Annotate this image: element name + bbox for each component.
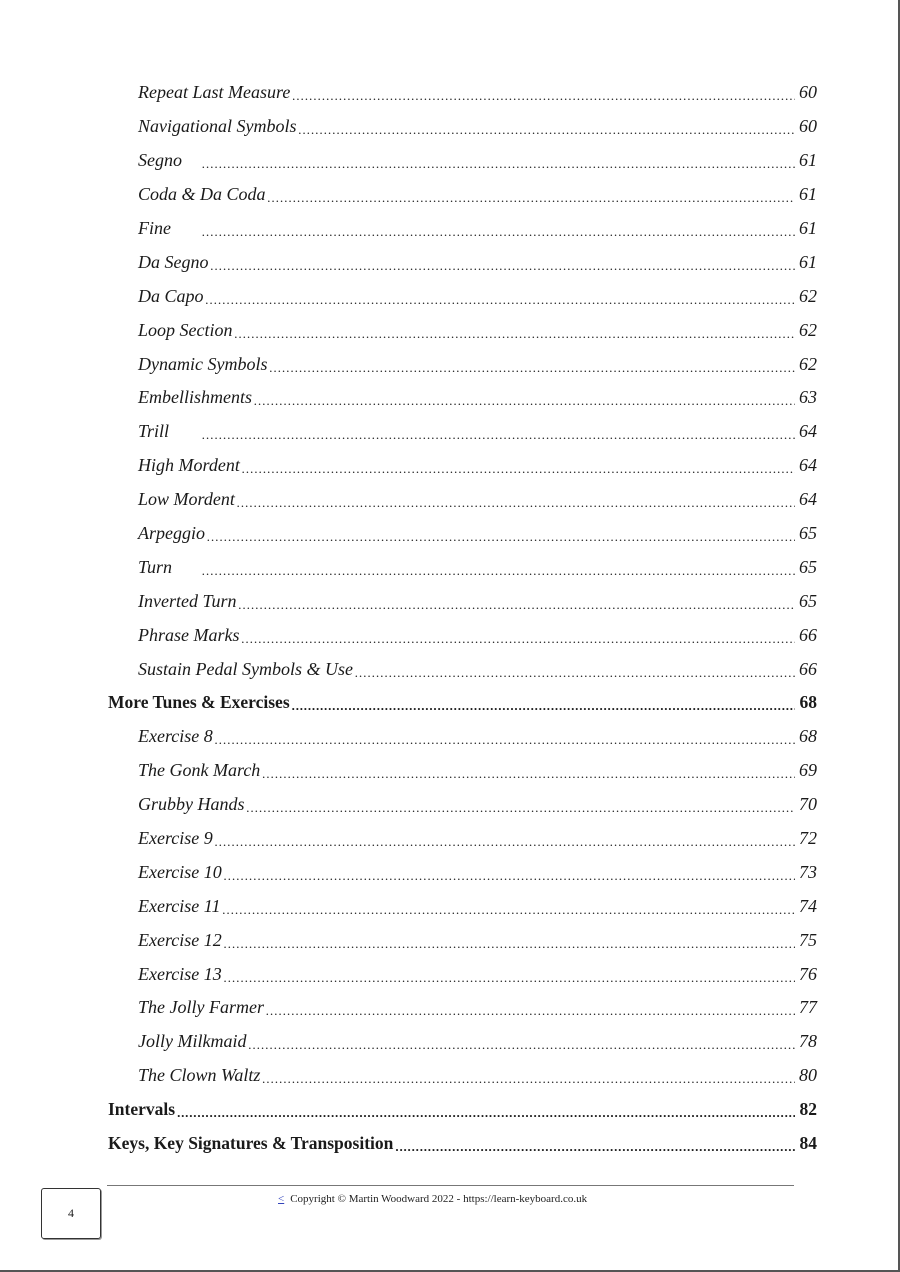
toc-entry-title: The Jolly Farmer bbox=[138, 997, 264, 1018]
dot-leader bbox=[355, 661, 795, 682]
dot-leader bbox=[215, 728, 795, 749]
toc-entry-title: Exercise 9 bbox=[138, 828, 213, 849]
toc-section-entry[interactable] bbox=[0, 1093, 817, 1127]
toc-page-number: 70 bbox=[799, 794, 817, 815]
toc-entry-title: Exercise 13 bbox=[138, 963, 222, 984]
toc-subentry[interactable] bbox=[0, 517, 817, 551]
toc-subentry[interactable] bbox=[0, 822, 817, 856]
dot-leader bbox=[207, 525, 795, 546]
toc-subentry[interactable] bbox=[0, 855, 817, 889]
dot-leader bbox=[299, 118, 796, 139]
toc-subentry[interactable] bbox=[0, 957, 817, 991]
page-number: 4 bbox=[68, 1206, 74, 1220]
dot-leader bbox=[242, 627, 796, 648]
toc-page-number: 66 bbox=[799, 624, 817, 645]
toc-entry-title: Grubby Hands bbox=[138, 794, 245, 815]
toc-page-number: 75 bbox=[799, 929, 817, 950]
toc-page-number: 68 bbox=[799, 726, 817, 747]
toc-entry-title: Exercise 12 bbox=[138, 929, 222, 950]
toc-subentry[interactable] bbox=[0, 279, 817, 313]
toc-subentry[interactable] bbox=[0, 584, 817, 618]
toc-subentry[interactable] bbox=[0, 1025, 817, 1059]
toc-entry-title: More Tunes & Exercises bbox=[108, 692, 290, 713]
toc-entry-title: Repeat Last Measure bbox=[138, 82, 291, 103]
dot-leader bbox=[202, 559, 795, 580]
toc-page-number: 66 bbox=[799, 658, 817, 679]
toc-entry-title: High Mordent bbox=[138, 455, 240, 476]
toc-page-number: 76 bbox=[799, 963, 817, 984]
dot-leader bbox=[224, 864, 795, 885]
toc-entry-title: Turn bbox=[138, 556, 173, 577]
toc-entry-title: Phrase Marks bbox=[138, 624, 240, 645]
toc-subentry[interactable] bbox=[0, 618, 817, 652]
toc-subentry[interactable] bbox=[0, 347, 817, 381]
toc-subentry[interactable] bbox=[0, 652, 817, 686]
toc-subentry[interactable] bbox=[0, 212, 817, 246]
toc-page-number: 64 bbox=[799, 455, 817, 476]
toc-entry-title: Arpeggio bbox=[138, 523, 205, 544]
toc-subentry[interactable] bbox=[0, 483, 817, 517]
toc-subentry[interactable] bbox=[0, 381, 817, 415]
toc-entry-title: Coda & Da Coda bbox=[138, 184, 266, 205]
toc-subentry[interactable] bbox=[0, 889, 817, 923]
toc-page-number: 84 bbox=[799, 1133, 817, 1154]
toc-entry-title: Keys, Key Signatures & Transposition bbox=[108, 1133, 394, 1154]
toc-subentry[interactable] bbox=[0, 110, 817, 144]
toc-page-number: 60 bbox=[799, 116, 817, 137]
toc-page-number: 60 bbox=[799, 82, 817, 103]
dot-leader bbox=[202, 220, 795, 241]
toc-subentry[interactable] bbox=[0, 550, 817, 584]
toc-page-number: 61 bbox=[799, 150, 817, 171]
dot-leader bbox=[202, 152, 795, 173]
toc-subentry[interactable] bbox=[0, 991, 817, 1025]
dot-leader bbox=[202, 423, 795, 444]
dot-leader bbox=[262, 1067, 795, 1088]
back-link[interactable]: < bbox=[278, 1193, 285, 1205]
toc-page-number: 61 bbox=[799, 184, 817, 205]
toc-entry-title: The Gonk March bbox=[138, 760, 261, 781]
toc-entry-title: Inverted Turn bbox=[138, 590, 237, 611]
toc-page-number: 61 bbox=[799, 218, 817, 238]
dot-leader bbox=[211, 254, 796, 275]
page-number-box bbox=[41, 1188, 101, 1239]
toc-page-number: 62 bbox=[799, 319, 817, 340]
toc-entry-title: Navigational Symbols bbox=[138, 116, 297, 137]
dot-leader bbox=[292, 84, 795, 105]
dot-leader bbox=[248, 1033, 795, 1054]
footer-copyright bbox=[278, 1193, 587, 1205]
toc-subentry[interactable] bbox=[0, 788, 817, 822]
dot-leader bbox=[206, 288, 795, 309]
dot-leader bbox=[292, 694, 795, 715]
toc-page-number: 72 bbox=[799, 828, 817, 849]
toc-subentry[interactable] bbox=[0, 415, 817, 449]
toc-page-number: 73 bbox=[799, 861, 817, 882]
toc-page-number: 77 bbox=[799, 997, 817, 1018]
toc-subentry[interactable] bbox=[0, 76, 817, 110]
toc-section-entry[interactable] bbox=[0, 1127, 817, 1161]
toc-entry-title: Trill bbox=[138, 421, 170, 442]
toc-entry-title: Jolly Milkmaid bbox=[138, 1031, 247, 1052]
toc-page-number: 82 bbox=[799, 1099, 817, 1120]
toc-page-number: 65 bbox=[799, 590, 817, 611]
dot-leader bbox=[224, 932, 795, 953]
toc-subentry[interactable] bbox=[0, 754, 817, 788]
toc-subentry[interactable] bbox=[0, 923, 817, 957]
toc-page-number: 74 bbox=[799, 895, 817, 916]
dot-leader bbox=[247, 796, 796, 817]
toc-entry-title: Exercise 10 bbox=[138, 861, 222, 882]
copyright-text: Copyright © Martin Woodward 2022 - https://learn-keyboard.co.uk bbox=[290, 1193, 588, 1205]
toc-subentry[interactable] bbox=[0, 178, 817, 212]
dot-leader bbox=[269, 356, 795, 377]
toc-page-number: 80 bbox=[799, 1065, 817, 1086]
toc-subentry[interactable] bbox=[0, 245, 817, 279]
toc-subentry[interactable] bbox=[0, 720, 817, 754]
toc-section-entry[interactable] bbox=[0, 686, 817, 720]
toc-page-number: 69 bbox=[799, 760, 817, 781]
toc-entry-title: Segno bbox=[138, 150, 182, 171]
toc-entry-title: Sustain Pedal Symbols & Use bbox=[138, 658, 353, 679]
toc-page-number: 62 bbox=[799, 353, 817, 374]
dot-leader bbox=[237, 491, 795, 512]
toc-page-number: 65 bbox=[799, 556, 817, 577]
table-of-contents bbox=[0, 76, 900, 1161]
toc-subentry[interactable] bbox=[0, 144, 817, 178]
toc-page-number: 63 bbox=[799, 387, 817, 408]
toc-entry-title: Embellishments bbox=[138, 387, 252, 408]
toc-subentry[interactable] bbox=[0, 313, 817, 347]
toc-entry-title: Dynamic Symbols bbox=[138, 353, 268, 374]
toc-subentry[interactable] bbox=[0, 1059, 817, 1093]
toc-entry-title: Loop Section bbox=[138, 319, 233, 340]
toc-entry-title: Fine bbox=[138, 218, 171, 238]
dot-leader bbox=[222, 898, 795, 919]
toc-entry-title: Exercise 11 bbox=[138, 895, 221, 916]
toc-entry-title: The Clown Waltz bbox=[138, 1065, 261, 1086]
toc-page-number: 65 bbox=[799, 523, 817, 544]
toc-page-number: 62 bbox=[799, 285, 817, 306]
toc-entry-title: Da Segno bbox=[138, 251, 209, 272]
toc-page-number: 64 bbox=[799, 421, 817, 442]
dot-leader bbox=[266, 999, 795, 1020]
dot-leader bbox=[395, 1135, 795, 1156]
dot-leader bbox=[235, 322, 796, 343]
toc-entry-title: Da Capo bbox=[138, 285, 204, 306]
dot-leader bbox=[215, 830, 795, 851]
toc-page-number: 68 bbox=[799, 692, 817, 713]
footer-divider bbox=[107, 1185, 794, 1186]
toc-page-number: 61 bbox=[799, 251, 817, 272]
toc-subentry[interactable] bbox=[0, 449, 817, 483]
toc-page-number: 78 bbox=[799, 1031, 817, 1052]
toc-page-number: 64 bbox=[799, 489, 817, 510]
toc-entry-title: Low Mordent bbox=[138, 489, 235, 510]
dot-leader bbox=[268, 186, 795, 207]
dot-leader bbox=[177, 1101, 795, 1122]
dot-leader bbox=[242, 457, 795, 478]
toc-entry-title: Exercise 8 bbox=[138, 726, 213, 747]
toc-entry-title: Intervals bbox=[108, 1099, 176, 1120]
dot-leader bbox=[254, 389, 795, 410]
dot-leader bbox=[262, 762, 795, 783]
dot-leader bbox=[239, 593, 796, 614]
dot-leader bbox=[224, 966, 795, 987]
